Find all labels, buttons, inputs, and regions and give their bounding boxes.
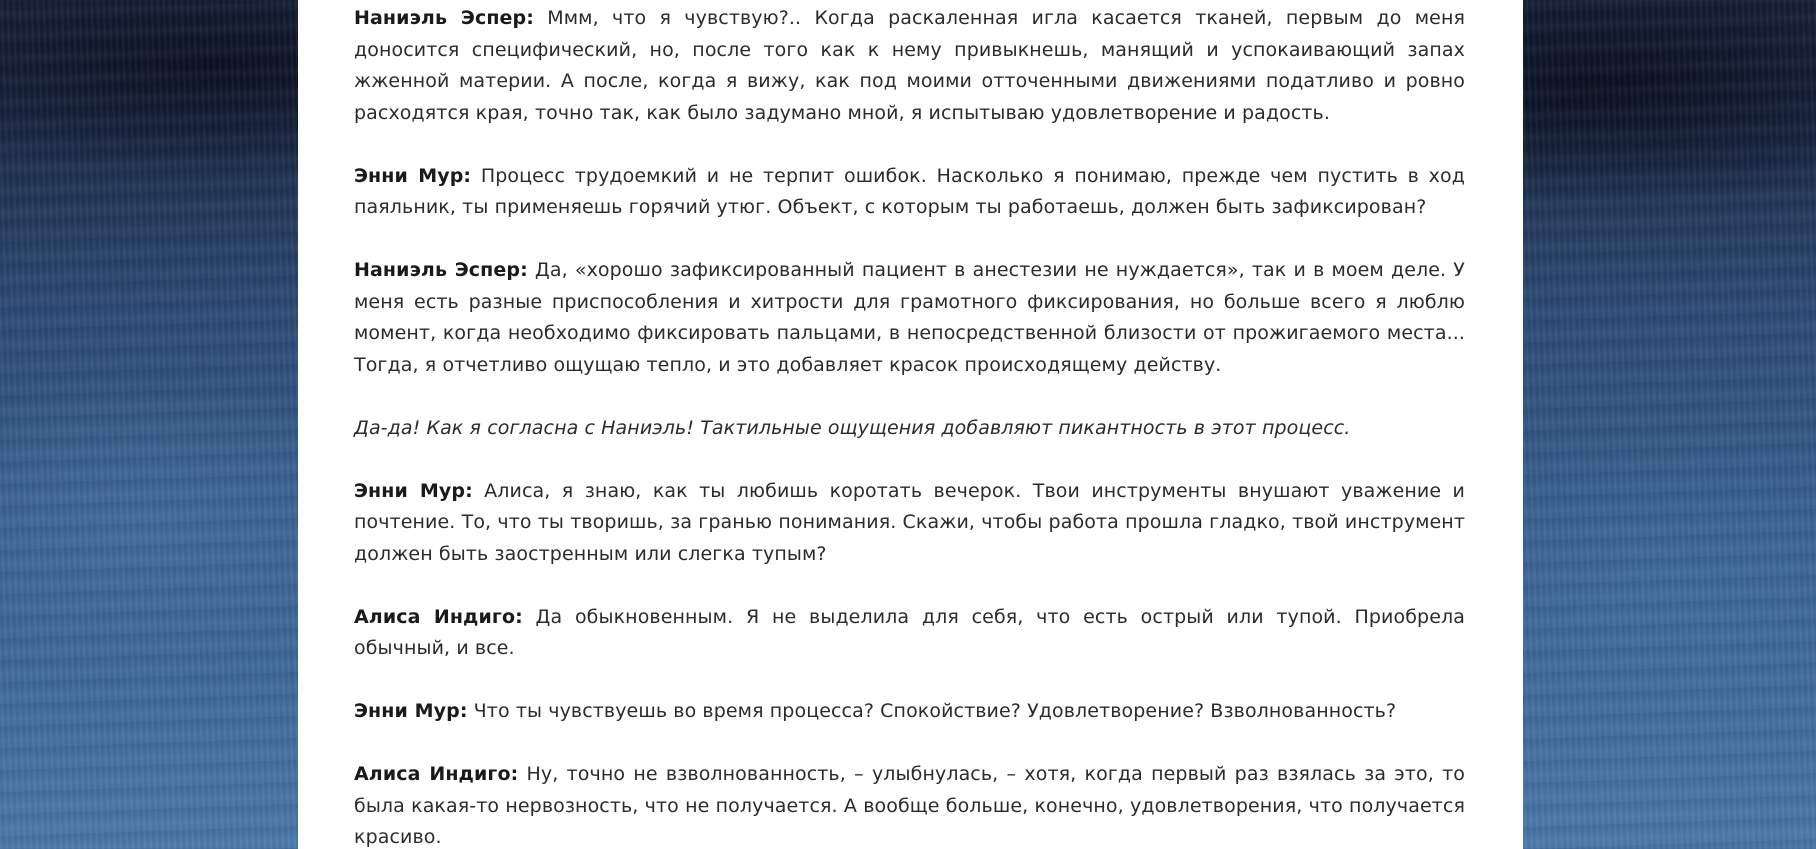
dialogue-text: Ммм, что я чувствую?.. Когда раскаленная игла касается тканей, первым до меня доносится специфический, но, после того как к нему привыкнешь, манящий и успокаивающий запах жженной материи. А после, когда я вижу, как под моими отточенными движениями податливо и ровно расходятся края, точно так, как было задумано мной, я испытываю удовлетворение и радость. <box>354 7 1465 124</box>
speaker-name: Энни Мур: <box>354 479 473 502</box>
dialogue-paragraph <box>354 255 1465 381</box>
dialogue-paragraph <box>354 161 1465 224</box>
dialogue-paragraph <box>354 759 1465 849</box>
dialogue-paragraph <box>354 476 1465 571</box>
author-remark <box>354 413 1465 445</box>
dialogue-paragraph <box>354 3 1465 129</box>
dialogue-text: Да обыкновенным. Я не выделила для себя, что есть острый или тупой. Приобрела обычный, и все. <box>354 605 1465 659</box>
speaker-name: Наниэль Эспер: <box>354 7 534 29</box>
dialogue-text: Ну, точно не взволнованность, – улыбнулась, – хотя, когда первый раз взялась за это, то была какая-то нервозность, что не получается. А вообще больше, конечно, удовлетворения, что получается красиво. <box>354 763 1465 848</box>
dialogue-text: Алиса, я знаю, как ты любишь коротать вечерок. Твои инструменты внушают уважение и почтение. То, что ты творишь, за гранью понимания. Скажи, чтобы работа прошла гладко, твой инструмент должен быть заостренным или слегка тупым? <box>354 479 1465 565</box>
dialogue-text: Что ты чувствуешь во время процесса? Спокойствие? Удовлетворение? Взволнованность? <box>467 700 1397 722</box>
dialogue-text: Да, «хорошо зафиксированный пациент в анестезии не нуждается», так и в моем деле. У меня есть разные приспособления и хитрости для грамотного фиксирования, но больше всего я люблю момент, когда необходимо фиксировать пальцами, в непосредственной близости от прожигаемого места... Тогда, я отчетливо ощущаю тепло, и это добавляет красок происходящему действу. <box>354 259 1465 376</box>
content-panel <box>298 0 1523 849</box>
remark-text: Да-да! Как я согласна с Наниэль! Тактильные ощущения добавляют пикантность в этот процесс. <box>354 416 1351 439</box>
interview-article <box>354 3 1465 849</box>
dialogue-paragraph <box>354 696 1465 728</box>
dialogue-text: Процесс трудоемкий и не терпит ошибок. Насколько я понимаю, прежде чем пустить в ход паяльник, ты применяешь горячий утюг. Объект, с которым ты работаешь, должен быть зафиксирован? <box>354 164 1465 218</box>
speaker-name: Алиса Индиго: <box>354 763 519 785</box>
speaker-name: Энни Мур: <box>354 700 468 722</box>
dialogue-paragraph <box>354 602 1465 665</box>
speaker-name: Алиса Индиго: <box>354 605 523 628</box>
speaker-name: Наниэль Эспер: <box>354 259 528 281</box>
speaker-name: Энни Мур: <box>354 164 472 187</box>
